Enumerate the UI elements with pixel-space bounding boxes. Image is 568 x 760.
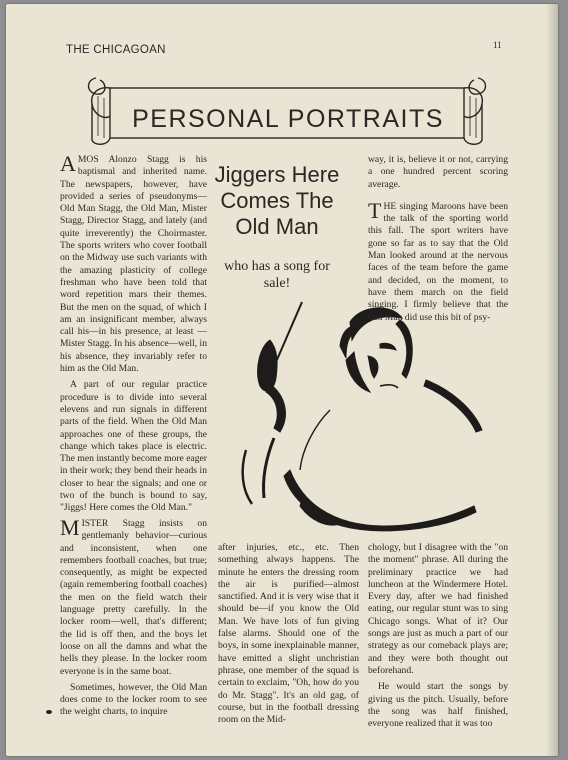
- ink-speck: [46, 710, 52, 714]
- paragraph: MISTER Stagg insists on gentlemanly behavior—curious and inconsistent, when one remembers football coaches, but true; consequently, as might be expected (again remembering football coaches) the men on the field watch their language pretty carefully. In the locker room—well, that's different; the lid is off then, and the boys let loose on all the damns and what the hells they please. In the locker room everyone is in the same boat.: [60, 515, 207, 677]
- page-spine-shadow: [546, 4, 558, 756]
- paragraph: A part of our regular practice procedure is to divide into several elevens and run signals in different parts of the field. When the Old Man approaches one of these groups, the change which takes place is electric. The men instantly become more eager in their work; they bend their heads in closer to hear the signals; and one or two of the bunch is bound to say, "Jiggs! Here comes the Old Man.": [60, 379, 207, 514]
- article-column-3: [368, 154, 508, 328]
- paragraph: Sometimes, however, the Old Man does come to the locker room to see the weight charts, to inquire: [60, 681, 207, 718]
- paragraph: AMOS Alonzo Stagg is his baptismal and inherited name. The newspapers, however, have provided a series of pseudonyms—Old Man Stagg, the Old Man, Mister Stagg, Director Stagg, and lately (and quite irreverently) the Choirmaster. The sports writers who cover football on the Midway use such variants with the amazing plasticity of college freshman who have been told that word repetition mars their themes. But the men on the squad, of which I am an insignificant member, always call his—in his presence, at least — Mister Stagg. In his absence—well, in his absence, they invariably refer to him as the Old Man.: [60, 151, 207, 375]
- magazine-name: THE CHICAGOAN: [66, 44, 166, 56]
- article-subheadline: who has a song for sale!: [224, 259, 330, 291]
- article-column-2: [218, 542, 359, 730]
- drop-cap: M: [60, 515, 80, 540]
- paragraph: way, it is, believe it or not, carrying a one hundred percent scoring average.: [368, 154, 508, 190]
- paragraph: THE singing Maroons have been the talk of the sporting world this fall. The sport writers have gone so far as to say that the Old Man looked around at the nervous faces of the team before the game and decided, on the moment, to have them march on the field singing. I firmly believe that the Old Man did use this bit of psy-: [368, 197, 508, 323]
- page-number: 11: [493, 40, 502, 50]
- magazine-page: [6, 4, 558, 756]
- paragraph: chology, but I disagree with the "on the moment" phrase. All during the preliminary practice we had luncheon at the Windermere Hotel. Every day, after we had finished eating, our regular stunt was to sing Chicago songs. What of it? Our songs are just as much a part of our strategy as our comeback plays are; and they were both thought out beforehand.: [368, 542, 508, 676]
- article-column-1b: [60, 515, 207, 723]
- section-title: PERSONAL PORTRAITS: [132, 105, 444, 133]
- article-column-1: [60, 151, 207, 519]
- caricature-illustration: [230, 300, 490, 540]
- article-headline: Jiggers Here Comes The Old Man: [214, 162, 340, 239]
- paragraph: after injuries, etc., etc. Then something always happens. The minute he enters the dressing room the air is purified—almost sanctified. And it is very wise that it should be—if you know the Old Man. We have lots of fun giving false alarms. Should one of the boys, in some inexplainable manner, have emitted a slight unchristian phrase, one member of the squad is certain to exclaim, "Oh, how do you do Mr. Stagg". It's an old gag, of course, but in the football dressing room on the Mid-: [218, 542, 359, 726]
- paragraph: He would start the songs by giving us the pitch. Usually, before the song was half finished, everyone realized that it was too: [368, 681, 508, 730]
- article-column-3b: [368, 542, 508, 734]
- drop-cap: A: [60, 151, 76, 176]
- drop-cap: T: [368, 197, 382, 223]
